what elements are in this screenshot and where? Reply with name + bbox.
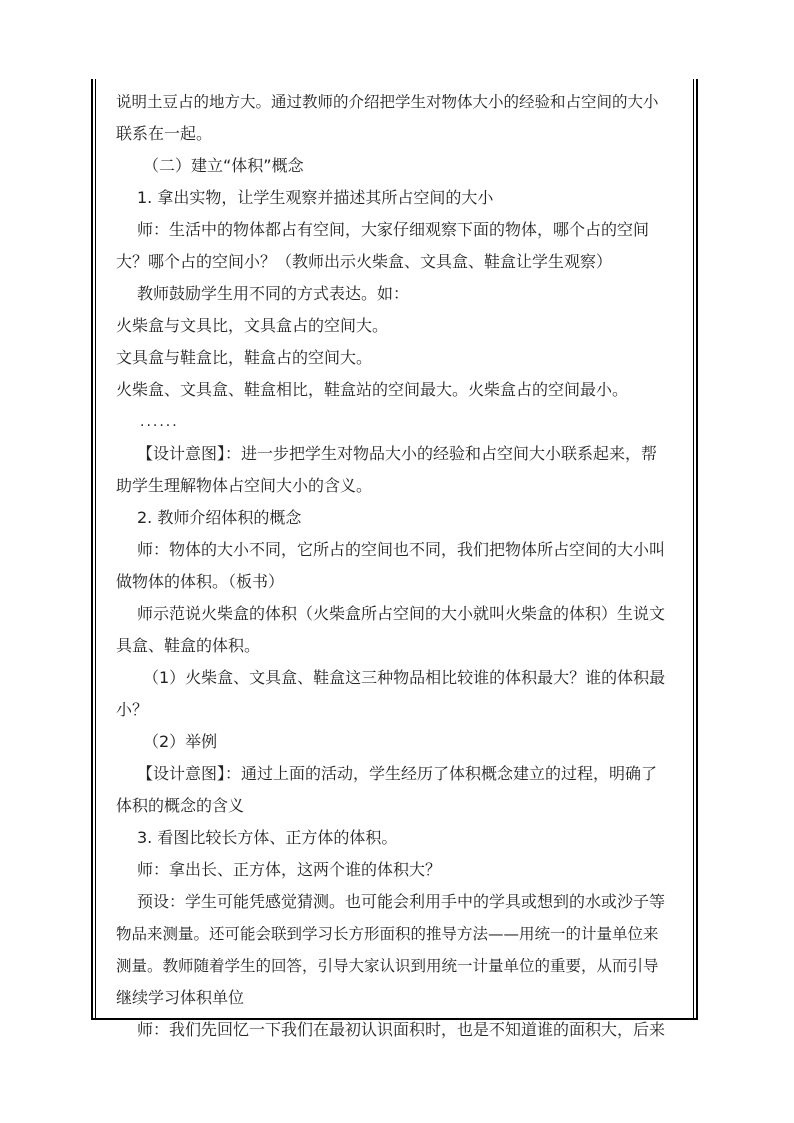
step-heading: 3. 看图比较长方体、正方体的体积。 [137,828,398,847]
table-border-right-outer [696,79,698,1020]
text-line: 师：物体的大小不同，它所占的空间也不同，我们把物体所占空间的大小叫 [137,540,666,559]
table-border-right-inner [693,79,694,1020]
text-line: 继续学习体积单位 [116,988,245,1007]
text-line: 助学生理解物体占空间大小的含义。 [116,476,373,495]
design-intent-line: 【设计意图】：通过上面的活动，学生经历了体积概念建立的过程，明确了 [137,764,658,783]
text-line: 做物体的体积。（板书） [116,572,285,591]
design-intent-line: 【设计意图】：进一步把学生对物品大小的经验和占空间大小联系起来，帮 [137,444,658,463]
text-line: 教师鼓励学生用不同的方式表达。如： [137,284,410,303]
step-heading: 2. 教师介绍体积的概念 [137,508,302,527]
text-line: 体积的概念的含义 [116,796,245,815]
text-line: 师：拿出长、正方体，这两个谁的体积大？ [137,860,442,879]
step-heading: 1. 拿出实物，让学生观察并描述其所占空间的大小 [137,188,494,207]
text-line: 具盒、鞋盒的体积。 [116,636,261,655]
table-border-left-inner [95,79,96,1020]
text-line: 火柴盒与文具比，文具盒占的空间大。 [116,316,389,335]
text-line: 火柴盒、文具盒、鞋盒相比，鞋盒站的空间最大。火柴盒占的空间最小。 [116,380,629,399]
text-line: 联系在一起。 [116,124,213,143]
text-line: 说明土豆占的地方大。通过教师的介绍把学生对物体大小的经验和占空间的大小 [116,93,659,111]
question-line: （1）火柴盒、文具盒、鞋盒这三种物品相比较谁的体积最大？谁的体积最 [143,668,666,687]
ellipsis-line: ...... [140,414,179,430]
text-line: 测量。教师随着学生的回答，引导大家认识到用统一计量单位的重要，从而引导 [116,957,659,975]
question-line: （2）举例 [143,732,218,751]
table-border-left-outer [91,79,93,1020]
text-line: 大？哪个占的空间小？（教师出示火柴盒、文具盒、鞋盒让学生观察） [116,252,613,271]
text-line: 文具盒与鞋盒比，鞋盒占的空间大。 [116,348,373,367]
section-heading: （二）建立“体积”概念 [143,156,304,175]
lesson-plan-table-cell [91,79,698,1039]
lesson-text-body [116,86,672,1046]
text-line: 师：我们先回忆一下我们在最初认识面积时，也是不知道谁的面积大，后来 [137,1020,666,1039]
text-line: 小？ [116,700,149,719]
text-line: 师：生活中的物体都占有空间，大家仔细观察下面的物体，哪个占的空间 [137,220,650,239]
text-line: 预设：学生可能凭感觉猜测。也可能会利用手中的学具或想到的水或沙子等 [137,892,666,911]
text-line: 师示范说火柴盒的体积（火柴盒所占空间的大小就叫火柴盒的体积）生说文 [137,604,666,623]
text-line: 物品来测量。还可能会联到学习长方形面积的推导方法——用统一的计量单位来 [116,925,659,943]
